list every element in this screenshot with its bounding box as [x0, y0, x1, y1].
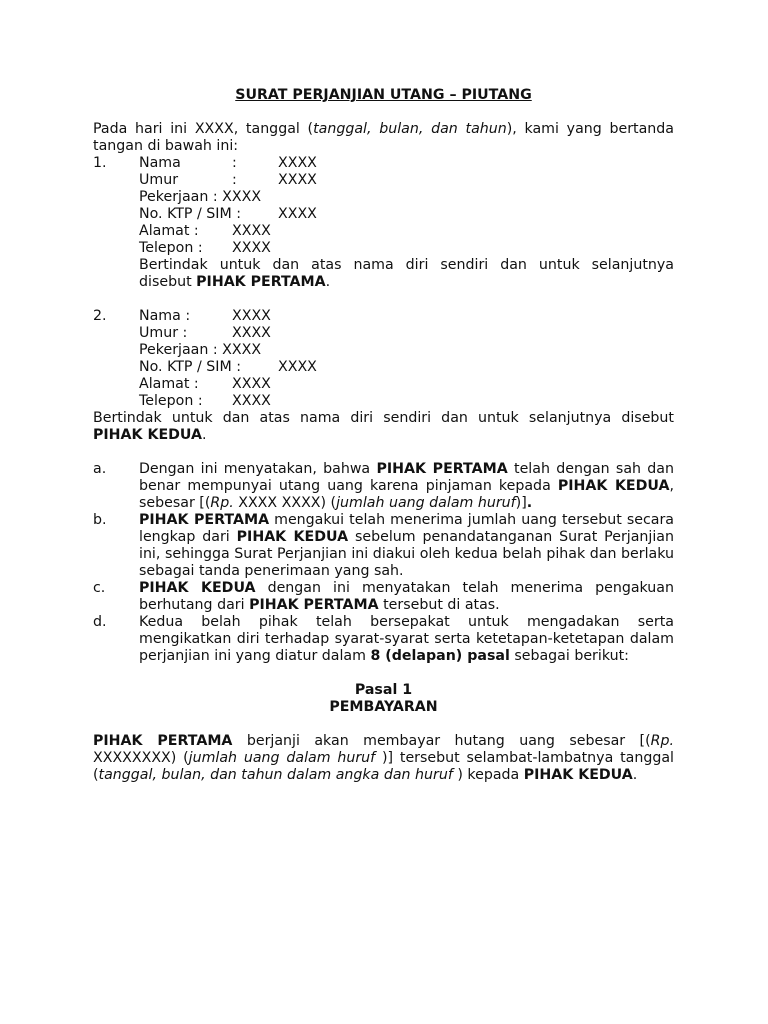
field-label: Nama :: [139, 308, 191, 324]
clause-bold: PIHAK PERTAMA: [376, 461, 508, 477]
clause-text: tersebut di atas.: [378, 597, 500, 613]
pasal-bold: PIHAK PERTAMA: [93, 733, 233, 749]
party-2-number: 2.: [93, 308, 107, 324]
field-value: XXXX: [278, 172, 317, 188]
field-label: Alamat :: [139, 376, 199, 392]
pasal-text: ) kepada: [452, 767, 524, 783]
statement-end: .: [325, 274, 331, 290]
pasal-heading: Pasal 1: [354, 682, 413, 698]
clause-d-text: [139, 614, 674, 665]
party-1: [93, 155, 674, 291]
spacer: [93, 716, 674, 733]
field-label: Nama: [139, 155, 181, 171]
intro-text: Pada hari ini XXXX, tanggal (: [93, 121, 314, 137]
party-2-statement-line1: Bertindak untuk dan atas nama diri sendiri dan untuk selanjutnya disebut: [93, 410, 674, 426]
clause-d: [93, 614, 674, 665]
clause-bold: PIHAK PERTAMA: [249, 597, 379, 613]
spacer: [93, 665, 674, 682]
clause-b-text: [139, 512, 674, 580]
clause-bold: PIHAK KEDUA: [557, 478, 670, 494]
party-1-alamat: [139, 223, 674, 240]
field-label: Alamat :: [139, 223, 199, 239]
clause-bold: 8 (delapan) pasal: [370, 648, 510, 664]
party-1-umur: [139, 172, 674, 189]
field-label: Umur: [139, 172, 179, 188]
clause-text: sebelum penandatanganan Surat Perjanjian ini, sehingga Surat Perjanjian ini diakui oleh kedua belah pihak dan berlaku sebagai tanda penerimaan yang sah.: [139, 529, 674, 579]
clause-text: sebagai berikut:: [509, 648, 629, 664]
document-title: SURAT PERJANJIAN UTANG – PIUTANG: [235, 87, 532, 103]
party-1-telepon: [139, 240, 674, 257]
party-1-details: [139, 155, 674, 291]
field-value: XXXX: [232, 325, 271, 341]
party-2-alamat: [139, 376, 674, 393]
clause-c-text: [139, 580, 674, 614]
party-2-umur: [139, 325, 674, 342]
party-2-designation: PIHAK KEDUA: [93, 427, 202, 443]
field-value: XXXX: [278, 359, 317, 375]
clause-label: d.: [93, 614, 107, 630]
field-value: XXXX: [232, 376, 271, 392]
clause-c: [93, 580, 674, 614]
pasal-subheading: PEMBAYARAN: [329, 699, 438, 715]
clause-italic: jumlah uang dalam huruf: [336, 495, 516, 511]
field-value: XXXX: [278, 206, 317, 222]
party-1-statement-line1: Bertindak untuk dan atas nama diri sendiri dan untuk selanjutnya: [139, 257, 674, 273]
clause-b: [93, 512, 674, 580]
pasal-text: )] tersebut selambat-lambatnya tanggal (: [93, 750, 674, 783]
field-separator: :: [232, 172, 237, 188]
pasal-italic: tanggal, bulan, dan tahun dalam angka dan huruf: [98, 767, 453, 783]
field-label: No. KTP / SIM :: [139, 206, 242, 222]
party-1-ktp: [139, 206, 674, 223]
party-2-telepon: [139, 393, 674, 410]
clause-label: b.: [93, 512, 107, 528]
clause-text: dengan ini menyatakan telah menerima pengakuan berhutang dari: [139, 580, 674, 613]
field-separator: :: [232, 155, 237, 171]
document-body: [93, 87, 674, 784]
clause-text: Dengan ini menyatakan, bahwa: [139, 461, 377, 477]
clause-text: )]: [515, 495, 527, 511]
party-2-statement-line2: [93, 427, 674, 444]
clause-label: c.: [93, 580, 106, 596]
field-value: XXXX: [232, 223, 271, 239]
field-value: XXXX: [278, 155, 317, 171]
field-label: Telepon :: [139, 393, 203, 409]
party-1-designation: PIHAK PERTAMA: [196, 274, 326, 290]
party-1-pekerjaan: Pekerjaan : XXXX: [139, 189, 262, 205]
field-label: Telepon :: [139, 240, 203, 256]
party-1-nama: [139, 155, 674, 172]
clause-bold: PIHAK KEDUA: [236, 529, 349, 545]
clause-bold: PIHAK PERTAMA: [139, 512, 270, 528]
intro-text-end: ), kami yang bertanda tangan di bawah ini:: [93, 121, 674, 154]
field-label: No. KTP / SIM :: [139, 359, 242, 375]
statement-text: disebut: [139, 274, 197, 290]
spacer: [93, 291, 674, 308]
clause-text: , sebesar [(: [139, 478, 674, 511]
clause-bold: .: [526, 495, 533, 511]
clause-a: [93, 461, 674, 512]
clause-a-text: [139, 461, 674, 512]
intro-paragraph: [93, 121, 674, 155]
field-value: XXXX: [232, 393, 271, 409]
clause-italic: Rp.: [210, 495, 234, 511]
clause-text: mengakui telah menerima jumlah uang tersebut secara lengkap dari: [139, 512, 674, 545]
intro-date-italic: tanggal, bulan, dan tahun: [313, 121, 507, 137]
spacer: [93, 444, 674, 461]
clause-label: a.: [93, 461, 107, 477]
statement-end: .: [202, 427, 207, 443]
party-2-nama: [139, 308, 674, 325]
pasal-text: berjanji akan membayar hutang uang sebesar [(: [232, 733, 651, 749]
clause-text: telah dengan sah dan benar mempunyai utang uang karena pinjaman kepada: [139, 461, 674, 494]
clause-text: Kedua belah pihak telah bersepakat untuk mengadakan serta mengikatkan diri terhadap syarat-syarat serta ketetapan-ketetapan dalam perjanjian ini yang diatur dalam: [139, 614, 674, 664]
field-value: XXXX: [232, 308, 271, 324]
party-2: [93, 308, 674, 410]
party-1-number: 1.: [93, 155, 107, 171]
party-1-statement-line2: [139, 274, 674, 291]
field-value: XXXX: [232, 240, 271, 256]
pasal-bold: PIHAK KEDUA: [523, 767, 633, 783]
pasal-text: .: [632, 767, 638, 783]
pasal-italic: Rp.: [650, 733, 674, 749]
pasal-1-paragraph: [93, 733, 674, 784]
pasal-italic: jumlah uang dalam huruf: [188, 750, 376, 766]
party-2-pekerjaan: Pekerjaan : XXXX: [139, 342, 262, 358]
field-label: Umur :: [139, 325, 188, 341]
party-2-details: [139, 308, 674, 410]
party-2-ktp: [139, 359, 674, 376]
clause-text: XXXX XXXX) (: [233, 495, 337, 511]
pasal-text: XXXXXXXX) (: [93, 750, 189, 766]
clause-bold: PIHAK KEDUA: [139, 580, 256, 596]
